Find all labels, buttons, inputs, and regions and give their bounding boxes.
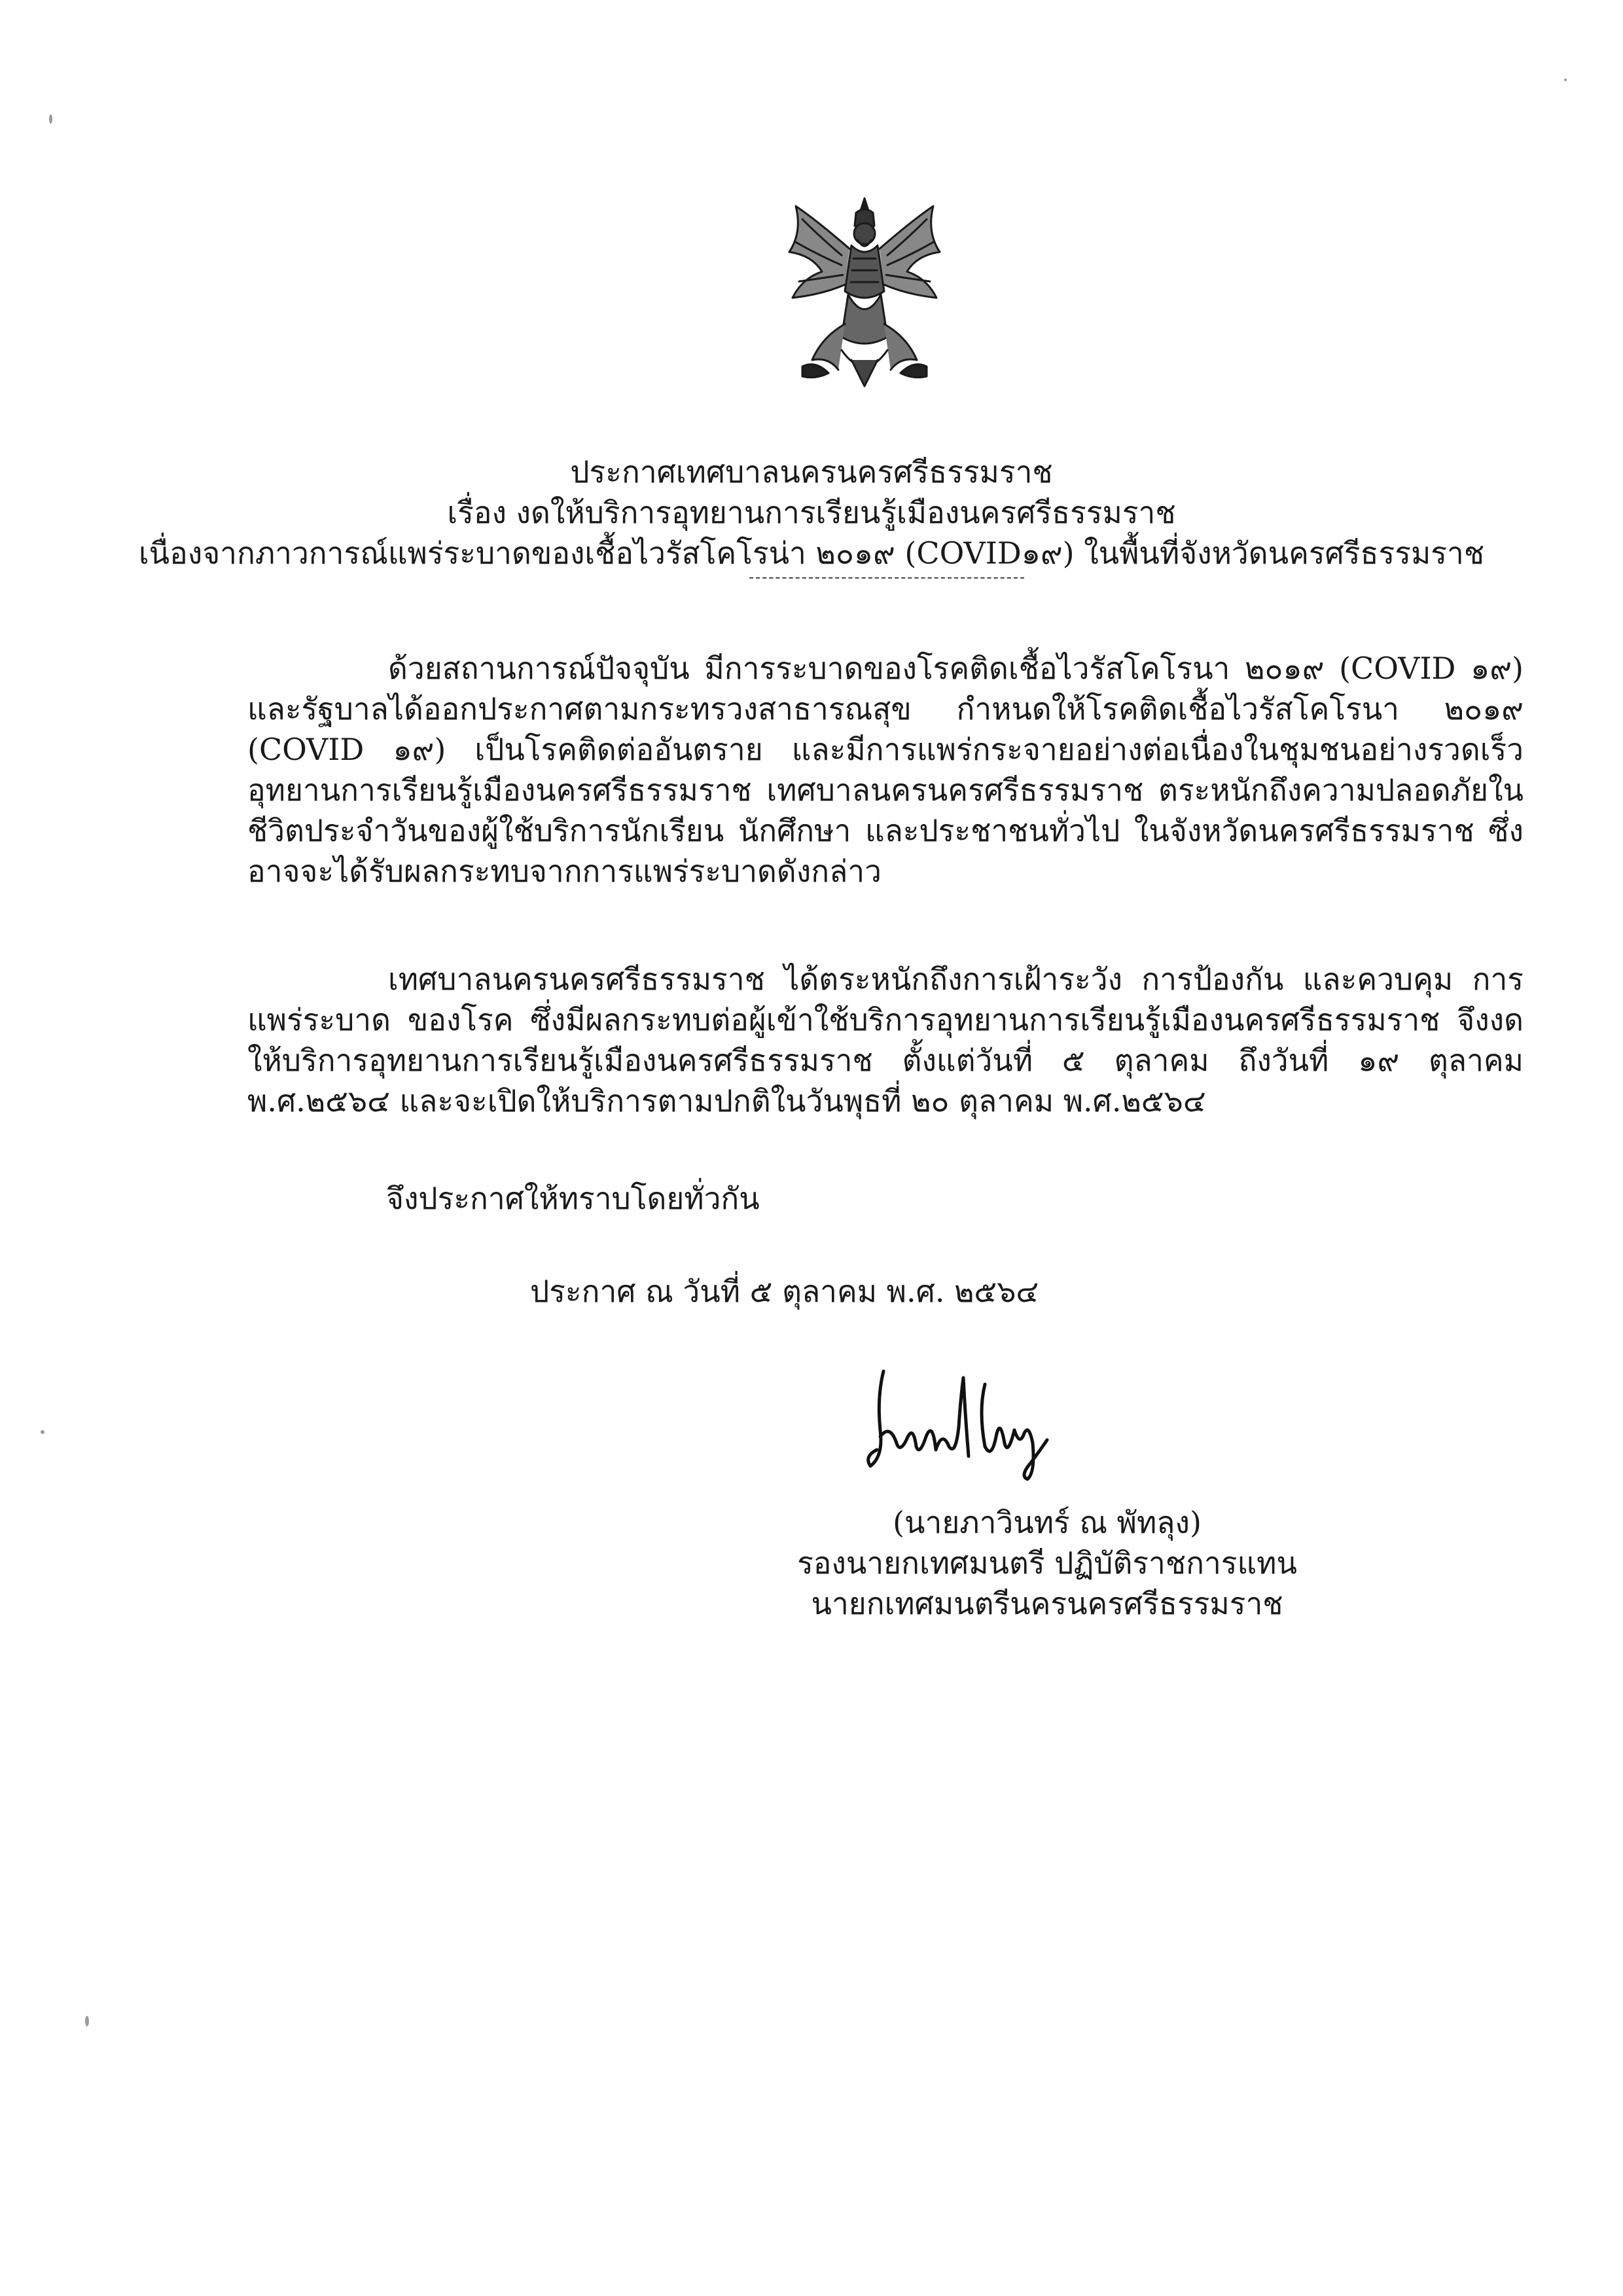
- scan-speck: [1564, 79, 1567, 81]
- signatory-name: (นายภาวินทร์ ณ พัทลุง): [893, 1505, 1202, 1540]
- body-paragraph-1: ด้วยสถานการณ์ปัจจุบัน มีการระบาดของโรคติดเชื้อไวรัสโคโรนา ๒๐๑๙ (COVID ๑๙) และรัฐบาลได้ออกประกาศตามกระทรวงสาธารณสุข กำหนดให้โรคติดเชื้อไวรัสโคโรนา ๒๐๑๙ (COVID ๑๙) เป็นโรคติดต่ออันตราย และมีการแพร่กระจายอย่างต่อเนื่องในชุมชนอย่างรวดเร็ว อุทยานการเรียนรู้เมืองนครศรีธรรมราช เทศบาลนครนครศรีธรรมราช ตระหนักถึงความปลอดภัยในชีวิตประจำวันของผู้ใช้บริการนักเรียน นักศึกษา และประชาชนทั่วไป ในจังหวัดนครศรีธรรมราช ซึ่งอาจจะได้รับผลกระทบจากการแพร่ระบาดดังกล่าว: [247, 651, 1524, 889]
- announcement-subject: เรื่อง งดให้บริการอุทยานการเรียนรู้เมืองนครศรีธรรมราช: [447, 495, 1176, 530]
- scan-speck: [41, 1430, 45, 1434]
- signatory-office: นายกเทศมนตรีนครนครศรีธรรมราช: [811, 1586, 1283, 1621]
- announcement-title: ประกาศเทศบาลนครนครศรีธรรมราช: [570, 454, 1053, 490]
- closing-statement: จึงประกาศให้ทราบโดยทั่วกัน: [386, 1181, 760, 1216]
- scan-speck: [49, 115, 52, 124]
- scan-speck: [85, 2016, 89, 2026]
- announcement-subtitle: เนื่องจากภาวการณ์แพร่ระบาดของเชื้อไวรัสโคโรน่า ๒๐๑๙ (COVID๑๙) ในพื้นที่จังหวัดนครศรีธรรมราช: [138, 535, 1485, 571]
- handwritten-signature: [851, 1358, 1060, 1482]
- announcement-date: ประกาศ ณ วันที่ ๕ ตุลาคม พ.ศ. ๒๕๖๔: [530, 1274, 1039, 1309]
- garuda-emblem-icon: [776, 193, 953, 389]
- body-paragraph-2: เทศบาลนครนครศรีธรรมราช ได้ตระหนักถึงการเฝ้าระวัง การป้องกัน และควบคุม การแพร่ระบาด ของโรค ซึ่งมีผลกระทบต่อผู้เข้าใช้บริการอุทยานการเรียนรู้เมืองนครศรีธรรมราช จึงงดให้บริการอุทยานการเรียนรู้เมืองนครศรีธรรมราช ตั้งแต่วันที่ ๕ ตุลาคม ถึงวันที่ ๑๙ ตุลาคม พ.ศ.๒๕๖๔ และจะเปิดให้บริการตามปกติในวันพุธที่ ๒๐ ตุลาคม พ.ศ.๒๕๖๔: [247, 961, 1524, 1119]
- signatory-position: รองนายกเทศมนตรี ปฏิบัติราชการแทน: [797, 1545, 1297, 1581]
- heading-divider: [749, 577, 1024, 579]
